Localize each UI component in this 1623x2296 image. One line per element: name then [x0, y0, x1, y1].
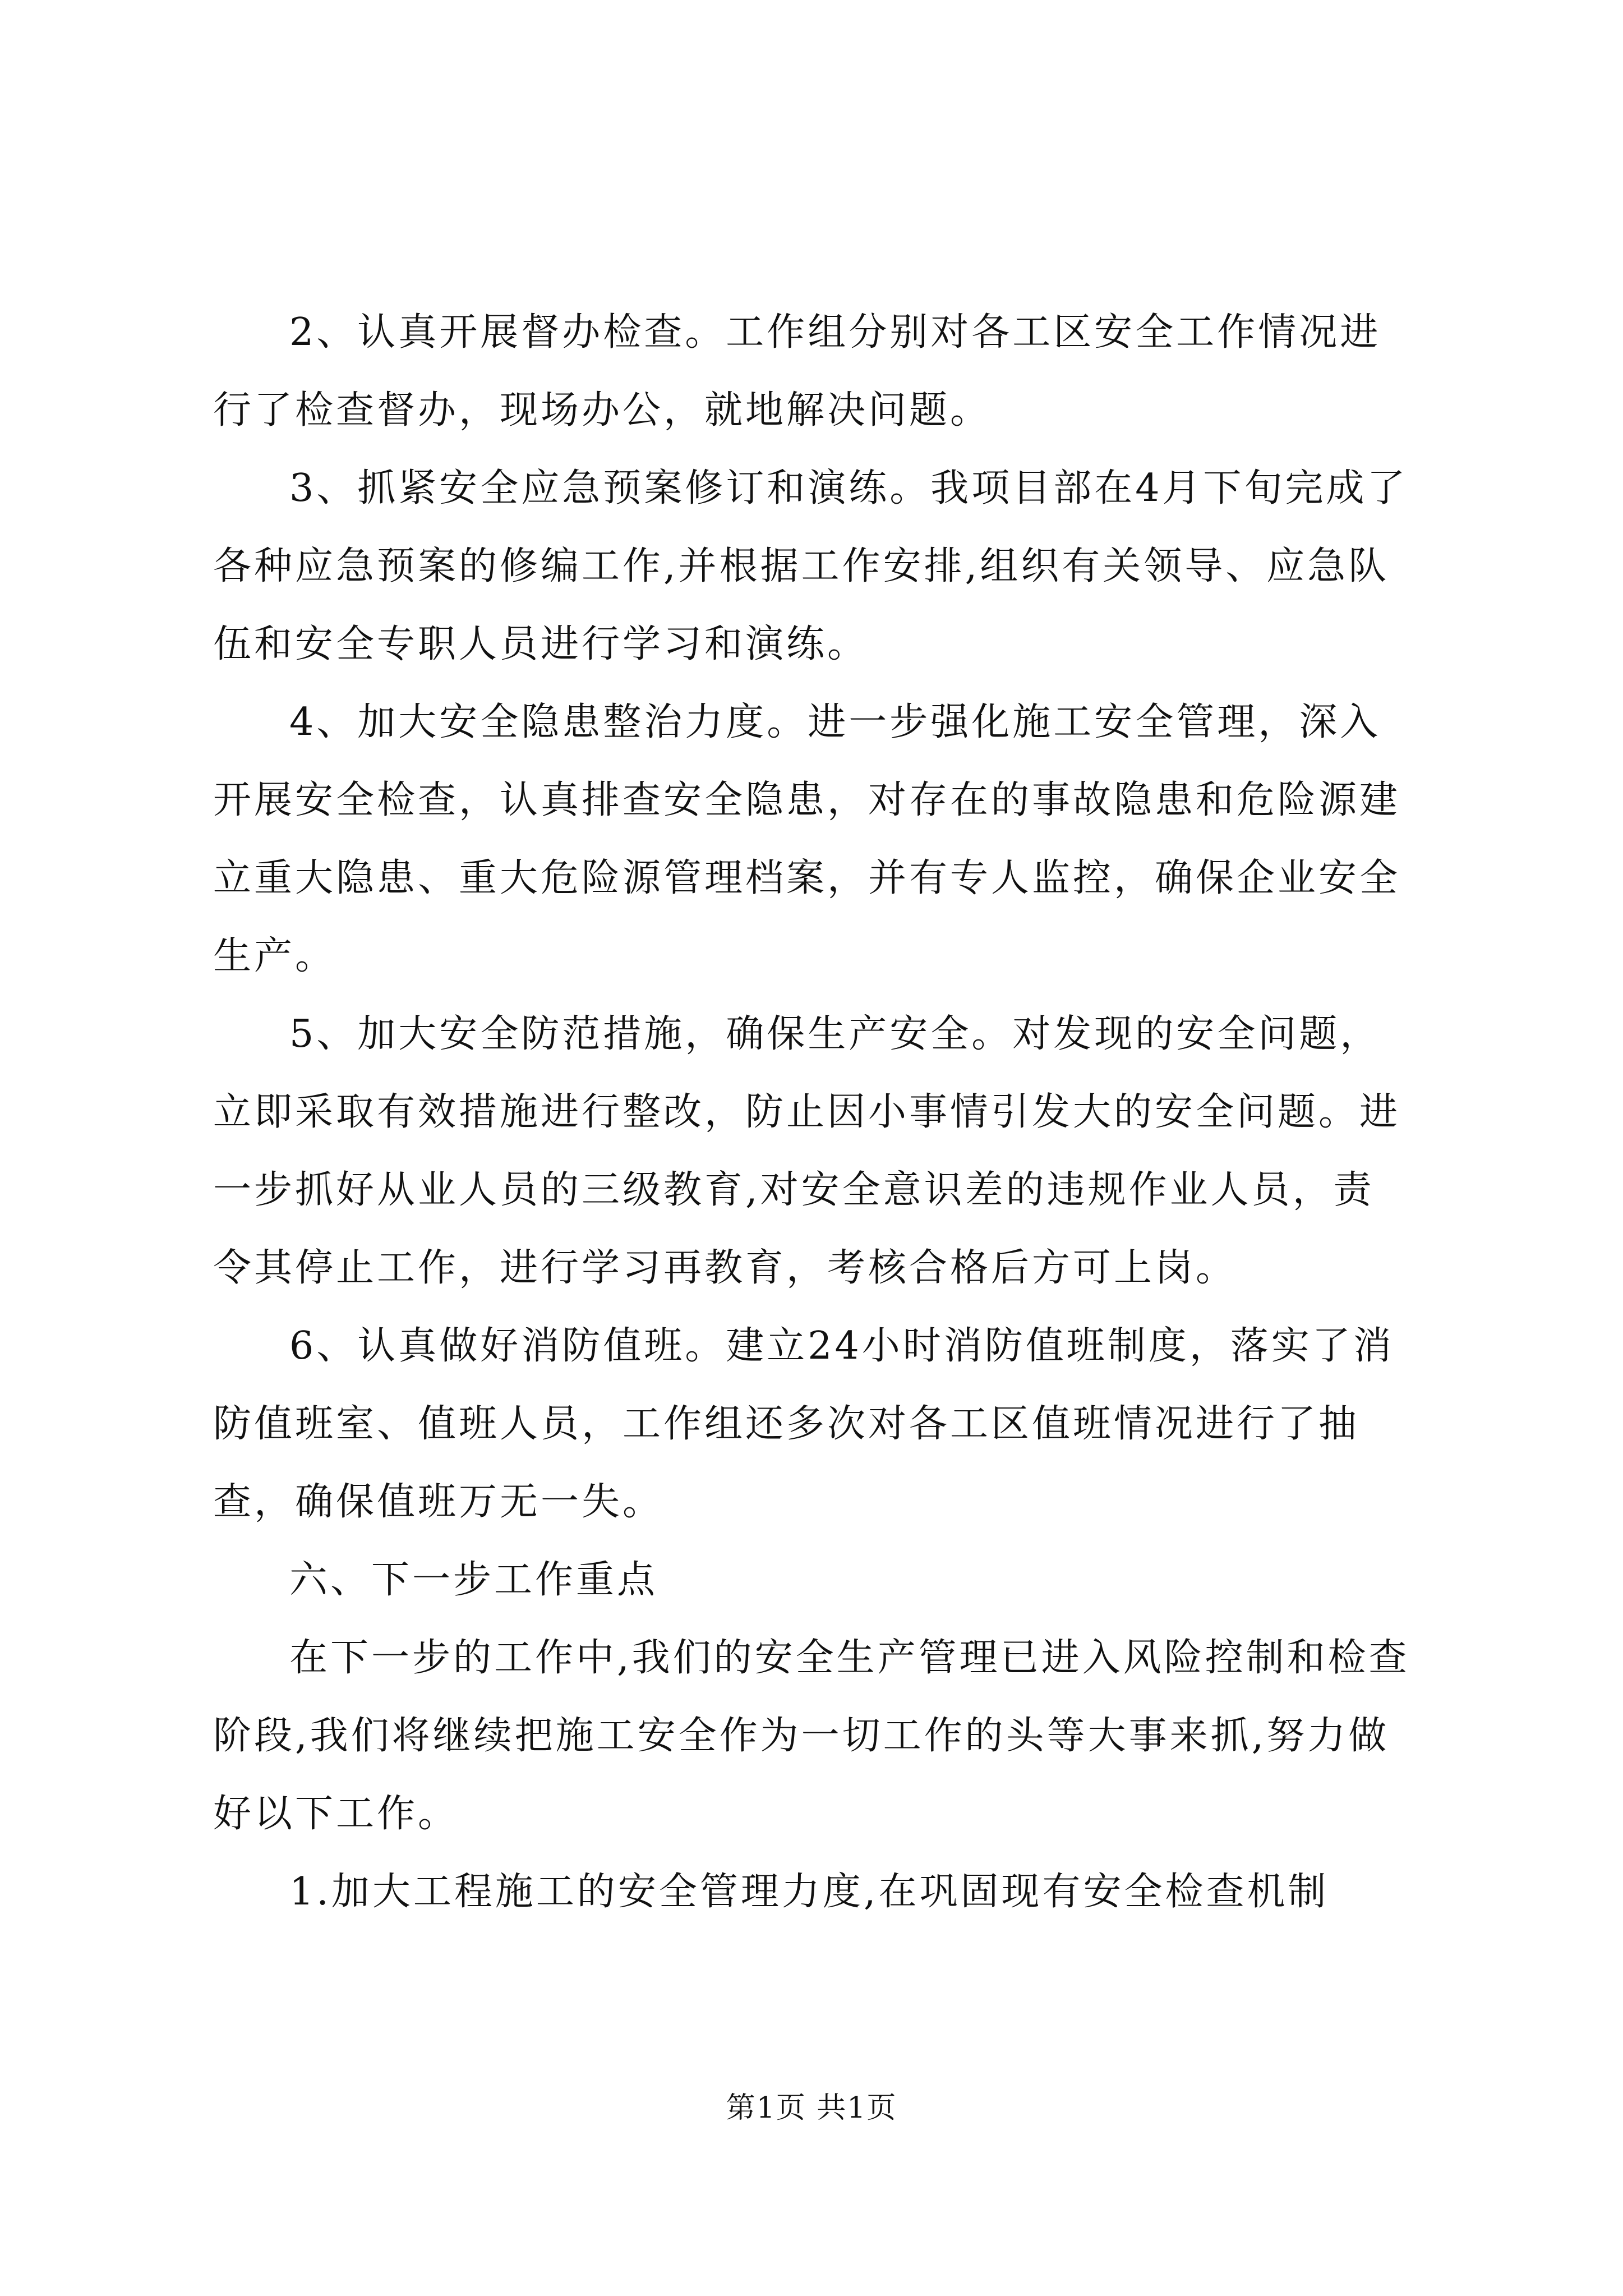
paragraph-item-5: 5、加大安全防范措施，确保生产安全。对发现的安全问题，立即采取有效措施进行整改，防止因小事情引发大的安全问题。进一步抓好从业人员的三级教育,对安全意识差的违规作业人员，责令其停止工作，进行学习再教育，考核合格后方可上岗。 [213, 1012, 1401, 1290]
paragraph-intro: 在下一步的工作中,我们的安全生产管理已进入风险控制和检查阶段,我们将继续把施工安全作为一切工作的头等大事来抓,努力做好以下工作。 [213, 1636, 1410, 1836]
paragraph-item-4: 4、加大安全隐患整治力度。进一步强化施工安全管理，深入开展安全检查，认真排查安全隐患，对存在的事故隐患和危险源建立重大隐患、重大危险源管理档案，并有专人监控，确保企业安全生产。 [213, 700, 1401, 978]
page-footer: 第1页 共1页 [726, 2091, 897, 2125]
paragraph-item-3: 3、抓紧安全应急预案修订和演练。我项目部在4月下旬完成了各种应急预案的修编工作,并根据工作安排,组织有关领导、应急队伍和安全专职人员进行学习和演练。 [213, 466, 1408, 666]
paragraph-item-6: 6、认真做好消防值班。建立24小时消防值班制度，落实了消防值班室、值班人员，工作组还多次对各工区值班情况进行了抽查，确保值班万无一失。 [213, 1324, 1394, 1524]
section-heading: 六、下一步工作重点 [289, 1558, 658, 1602]
paragraph-list-1: 1.加大工程施工的安全管理力度,在巩固现有安全检查机制 [289, 1870, 1329, 1914]
document-body [213, 293, 1413, 1931]
paragraph-item-2: 2、认真开展督办检查。工作组分别对各工区安全工作情况进行了检查督办，现场办公，就地解决问题。 [213, 310, 1381, 432]
